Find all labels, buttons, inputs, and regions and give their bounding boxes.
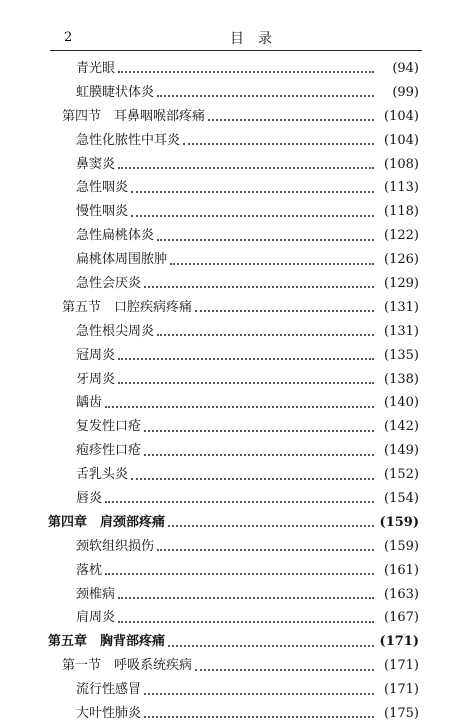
toc-entry-page: (104) <box>384 132 419 148</box>
toc-entry-chapter <box>0 511 453 535</box>
dot-leader <box>170 262 374 265</box>
toc-entry-page: (126) <box>384 252 419 268</box>
dot-leader <box>118 70 374 73</box>
dot-leader <box>157 238 374 241</box>
toc-entry-item <box>0 583 453 607</box>
toc-entry-page: (171) <box>384 682 419 698</box>
toc-entry-item <box>0 129 453 153</box>
toc-entry-section <box>0 296 453 320</box>
toc-entry-page: (154) <box>384 491 419 507</box>
toc-entry-title: 落枕 <box>76 562 103 578</box>
toc-entry-item <box>0 57 453 81</box>
dot-leader <box>105 405 374 408</box>
dot-leader <box>131 214 374 217</box>
toc-entry-title: 复发性口疮 <box>76 419 142 435</box>
dot-leader <box>118 620 374 623</box>
toc-entry-item <box>0 320 453 344</box>
dot-leader <box>168 644 374 647</box>
toc-entry-page: (138) <box>384 371 419 387</box>
toc-entry-item <box>0 415 453 439</box>
toc-entry-section <box>0 654 453 678</box>
toc-entry-title: 青光眼 <box>76 61 116 76</box>
toc-entry-title: 第五节 口腔疾病疼痛 <box>62 299 193 315</box>
dot-leader <box>195 309 374 312</box>
page-number: 2 <box>64 30 73 45</box>
toc-entry-item <box>0 559 453 583</box>
toc-entry-page: (167) <box>384 610 419 626</box>
dot-leader <box>144 429 374 432</box>
toc-entry-title: 肩周炎 <box>76 610 116 626</box>
toc-entry-title: 龋齿 <box>76 395 103 411</box>
toc-entry-title: 第一节 呼吸系统疾病 <box>62 658 193 674</box>
toc-entry-page: (175) <box>384 706 419 722</box>
toc-entry-page: (142) <box>384 419 419 435</box>
toc-entry-item <box>0 200 453 224</box>
toc-entry-page: (131) <box>384 299 419 315</box>
toc-entry-page: (171) <box>379 634 419 650</box>
dot-leader <box>157 94 374 97</box>
toc-entry-title: 舌乳头炎 <box>76 467 129 483</box>
toc-entry-title: 慢性咽炎 <box>76 204 129 220</box>
dot-leader <box>105 500 374 503</box>
toc-entry-page: (118) <box>384 204 419 220</box>
toc-entry-title: 急性扁桃体炎 <box>76 228 155 244</box>
dot-leader <box>144 453 374 456</box>
toc-entry-page: (140) <box>384 395 419 411</box>
toc-entry-page: (104) <box>384 108 419 124</box>
toc-entry-chapter <box>0 630 453 654</box>
dot-leader <box>131 477 374 480</box>
toc-entry-page: (171) <box>384 658 419 674</box>
toc-entry-title: 急性咽炎 <box>76 180 129 196</box>
toc-entry-title: 牙周炎 <box>76 371 116 387</box>
toc-entry-title: 第四节 耳鼻咽喉部疼痛 <box>62 108 206 124</box>
toc-entry-item <box>0 463 453 487</box>
toc-entry-page: (149) <box>384 443 419 459</box>
toc-entry-title: 流行性感冒 <box>76 682 142 698</box>
dot-leader <box>118 166 374 169</box>
toc-entry-page: (159) <box>384 538 419 554</box>
toc-entry-page: (94) <box>392 61 419 76</box>
dot-leader <box>183 142 374 145</box>
toc-entry-page: (129) <box>384 276 419 292</box>
toc-entry-title: 急性化脓性中耳炎 <box>76 132 181 148</box>
toc-entry-page: (135) <box>384 347 419 363</box>
dot-leader <box>168 524 374 527</box>
toc-entry-page: (122) <box>384 228 419 244</box>
toc-entry-item <box>0 702 453 726</box>
toc-entry-item <box>0 678 453 702</box>
toc-entry-title: 颈软组织损伤 <box>76 538 155 554</box>
toc-entry-item <box>0 153 453 177</box>
toc-entry-title: 冠周炎 <box>76 347 116 363</box>
toc-entry-page: (152) <box>384 467 419 483</box>
dot-leader <box>195 668 374 671</box>
toc-entry-item <box>0 487 453 511</box>
dot-leader <box>157 333 374 336</box>
dot-leader <box>144 285 374 288</box>
toc-entry-title: 大叶性肺炎 <box>76 706 142 722</box>
toc-entry-item <box>0 344 453 368</box>
toc-entry-item <box>0 391 453 415</box>
dot-leader <box>118 357 374 360</box>
toc-entry-section <box>0 105 453 129</box>
dot-leader <box>118 596 374 599</box>
toc-entry-title: 扁桃体周围脓肿 <box>76 252 168 268</box>
dot-leader <box>157 548 374 551</box>
toc-entry-page: (163) <box>384 586 419 602</box>
page-header <box>50 30 422 51</box>
toc-entry-title: 颈椎病 <box>76 586 116 602</box>
dot-leader <box>105 572 374 575</box>
toc-entry-page: (99) <box>392 84 419 100</box>
toc-entry-item <box>0 368 453 392</box>
dot-leader <box>144 692 374 695</box>
toc-entry-title: 唇炎 <box>76 491 103 507</box>
toc-entry-page: (159) <box>379 514 419 530</box>
toc-entry-title: 第五章 胸背部疼痛 <box>48 634 166 650</box>
toc-entry-item <box>0 248 453 272</box>
toc-entry-title: 第四章 肩颈部疼痛 <box>48 514 166 530</box>
toc-entry-title: 虹膜睫状体炎 <box>76 84 155 100</box>
toc-entry-item <box>0 224 453 248</box>
toc-entry-item <box>0 176 453 200</box>
toc-entry-page: (113) <box>384 180 419 196</box>
dot-leader <box>208 118 374 121</box>
toc-entry-item <box>0 272 453 296</box>
toc-entry-item <box>0 535 453 559</box>
toc-entry-title: 疱疹性口疮 <box>76 443 142 459</box>
toc-entry-page: (131) <box>384 323 419 339</box>
toc-entry-page: (161) <box>384 562 419 578</box>
toc-entry-title: 急性会厌炎 <box>76 276 142 292</box>
toc-entry-title: 鼻窦炎 <box>76 156 116 172</box>
toc-entry-item <box>0 606 453 630</box>
dot-leader <box>131 190 374 193</box>
dot-leader <box>118 381 374 384</box>
toc-entry-item <box>0 81 453 105</box>
toc-entry-item <box>0 439 453 463</box>
dot-leader <box>144 715 374 718</box>
header-title: 目录 <box>230 31 286 47</box>
toc-entry-page: (108) <box>384 156 419 172</box>
table-of-contents <box>0 57 453 726</box>
toc-entry-title: 急性根尖周炎 <box>76 323 155 339</box>
